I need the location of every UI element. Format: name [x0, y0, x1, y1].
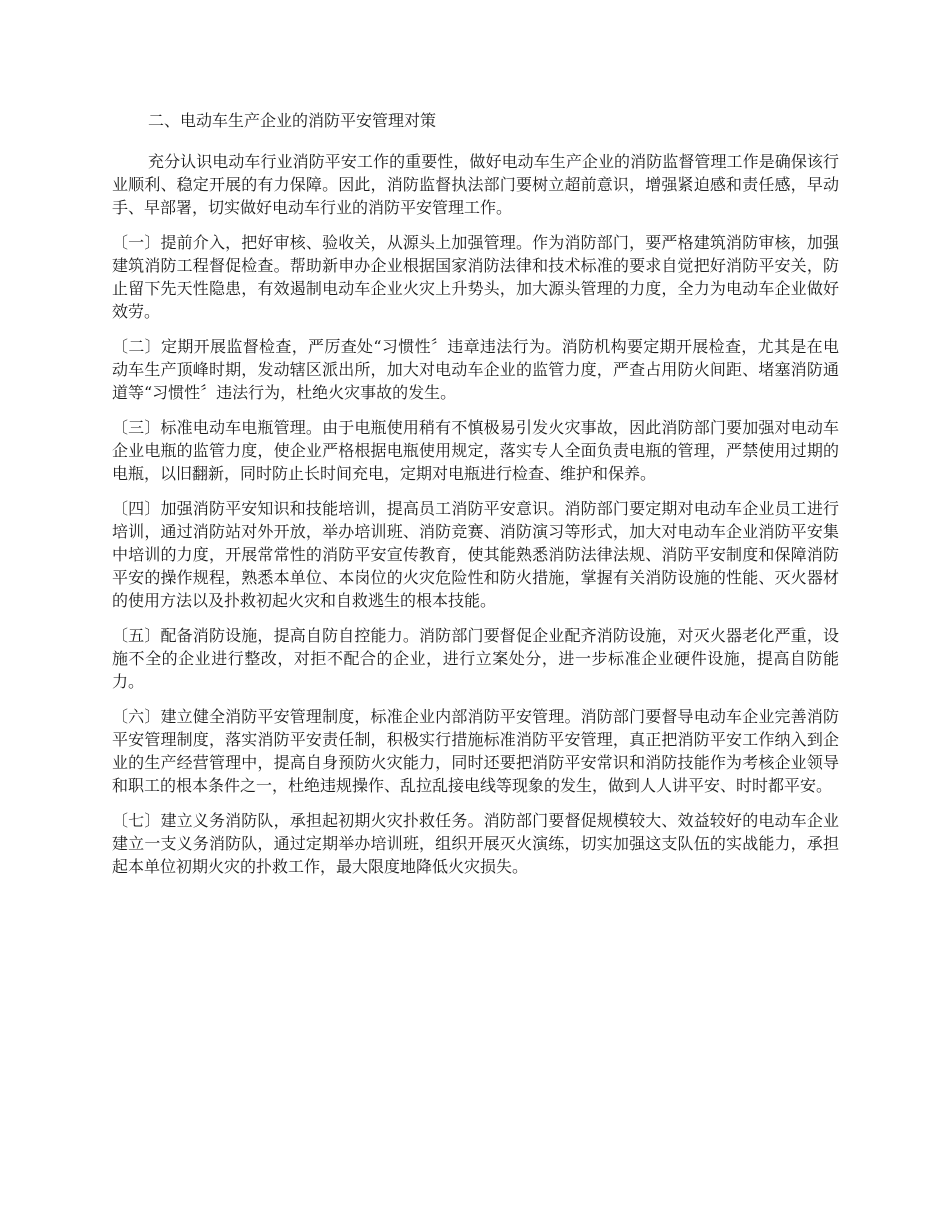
measure-paragraph-4: 〔四〕加强消防平安知识和技能培训，提高员工消防平安意识。消防部门要定期对电动车企业员工进行培训，通过消防站对外开放，举办培训班、消防竞赛、消防演习等形式，加大对电动车企业消防平安集中培训的力度，开展常常性的消防平安宣传教育，使其能熟悉消防法律法规、消防平安制度和保障消防平安的操作规程，熟悉本单位、本岗位的火灾危险性和防火措施，掌握有关消防设施的性能、灭火器材的使用方法以及扑救初起火灾和自救逃生的根本技能。 — [112, 499, 839, 610]
measure-paragraph-1: 〔一〕提前介入，把好审核、验收关，从源头上加强管理。作为消防部门，要严格建筑消防审核，加强建筑消防工程督促检查。帮助新申办企业根据国家消防法律和技术标准的要求自觉把好消防平安关，防止留下先天性隐患，有效遏制电动车企业火灾上升势头，加大源头管理的力度，全力为电动车企业做好效劳。 — [112, 233, 839, 321]
measure-paragraph-5: 〔五〕配备消防设施，提高自防自控能力。消防部门要督促企业配齐消防设施，对灭火器老化严重，设施不全的企业进行整改，对拒不配合的企业，进行立案处分，进一步标准企业硬件设施，提高自防能力。 — [112, 626, 839, 691]
section-heading: 二、电动车生产企业的消防平安管理对策 — [148, 111, 437, 130]
measure-paragraph-2: 〔二〕定期开展监督检查，严厉查处“习惯性〞违章违法行为。消防机构要定期开展检查，尤其是在电动车生产顶峰时期，发动辖区派出所，加大对电动车企业的监管力度，严查占用防火间距、堵塞消防通道等“习惯性〞违法行为，杜绝火灾事故的发生。 — [112, 337, 839, 402]
measure-paragraph-6: 〔六〕建立健全消防平安管理制度，标准企业内部消防平安管理。消防部门要督导电动车企业完善消防平安管理制度，落实消防平安责任制，积极实行措施标准消防平安管理，真正把消防平安工作纳入到企业的生产经营管理中，提高自身预防火灾能力，同时还要把消防平安常识和消防技能作为考核企业领导和职工的根本条件之一，杜绝违规操作、乱拉乱接电线等现象的发生，做到人人讲平安、时时都平安。 — [112, 707, 839, 795]
measure-paragraph-7: 〔七〕建立义务消防队，承担起初期火灾扑救任务。消防部门要督促规模较大、效益较好的电动车企业建立一支义务消防队，通过定期举办培训班，组织开展灭火演练，切实加强这支队伍的实战能力，承担起本单位初期火灾的扑救工作，最大限度地降低火灾损失。 — [112, 811, 839, 876]
measure-paragraph-3: 〔三〕标准电动车电瓶管理。由于电瓶使用稍有不慎极易引发火灾事故，因此消防部门要加强对电动车企业电瓶的监管力度，使企业严格根据电瓶使用规定，落实专人全面负责电瓶的管理，严禁使用过期的电瓶，以旧翻新，同时防止长时间充电，定期对电瓶进行检查、维护和保养。 — [112, 418, 839, 483]
intro-paragraph: 充分认识电动车行业消防平安工作的重要性，做好电动车生产企业的消防监督管理工作是确保该行业顺利、稳定开展的有力保障。因此，消防监督执法部门要树立超前意识，增强紧迫感和责任感，早动手、早部署，切实做好电动车行业的消防平安管理工作。 — [112, 152, 839, 217]
document-page — [112, 110, 839, 890]
